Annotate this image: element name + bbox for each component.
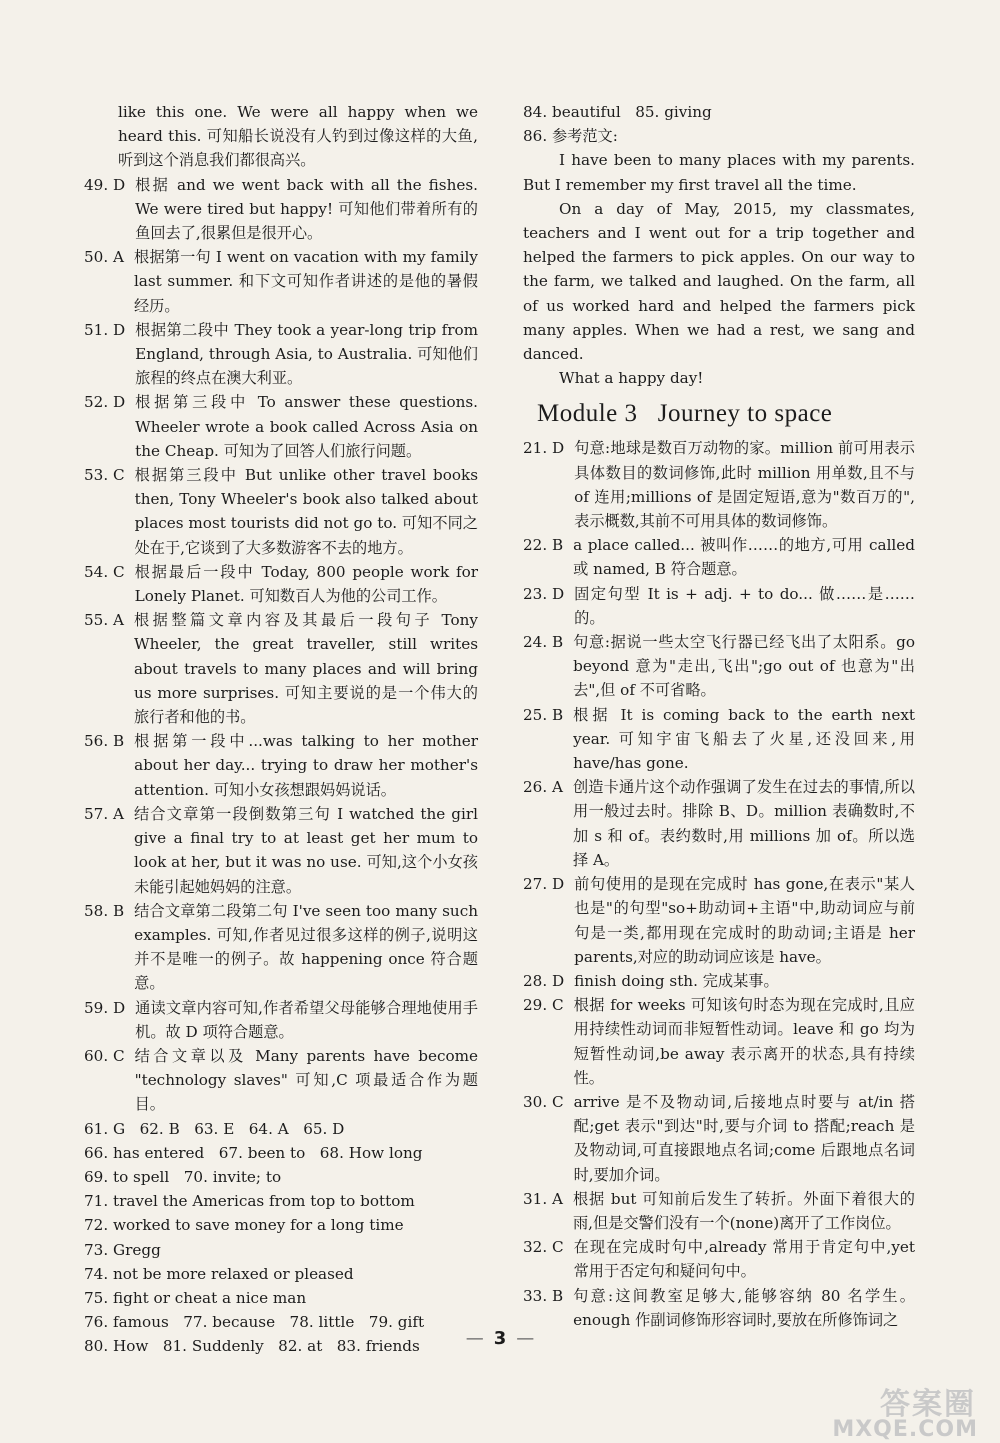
question-number: 24. B [523,633,564,652]
answer-item [523,1187,915,1235]
question-number: 49. D [84,175,126,194]
question-number: 59. D [84,998,126,1017]
answer-explanation: arrive 是不及物动词,后接地点时要与 at/in 搭配;get 表示"到达"时,要与介词 to 搭配;reach 是及物动词,可直接跟地点名词;come 后跟地点名词时,要加介词。 [573,1092,915,1184]
question-number: 21. D [523,439,565,458]
answer-line: 76. famous 77. because 78. little 79. gift [84,1313,425,1332]
question-number: 50. A [84,248,124,267]
answer-item [84,390,478,463]
question-number: 26. A [523,778,563,797]
watermark [792,1385,982,1441]
answer-explanation: 根据 for weeks 可知该句时态为现在完成时,且应用持续性动词而非短暂性动词。leave 和 go 均为短暂性动词,be away 表示离开的状态,具有持续性。 [573,996,915,1087]
answer-line: 84. beautiful 85. giving [523,103,712,121]
essay-paragraph: What a happy day! [559,369,704,388]
answer-line: 75. fight or cheat a nice man [84,1288,307,1307]
question-number: 52. D [84,393,126,412]
page-number-value: 3 [493,1328,507,1349]
question-number: 56. B [84,732,125,751]
answer-item [523,703,915,776]
module-title: Module 3 Journey to space [537,400,833,428]
question-number: 23. D [523,584,565,603]
answer-explanation: 句意:地球是数百万动物的家。million 前可用表示具体数目的数词修饰,此时 million 用单数,且不与 of 连用;millions of 是固定短语,意为"数百万的",表示概数,其前不可用具体的数词修饰。 [574,439,915,531]
answer-explanation: 固定句型 It is + adj. + to do... 做……是……的。 [574,584,915,627]
answer-explanation: a place called... 被叫作……的地方,可用 called 或 named, B 符合题意。 [573,536,915,579]
answer-explanation: 根据最后一段中 Today, 800 people work for Lonely Planet. 可知数百人为他的公司工作。 [134,562,478,606]
answer-explanation: 根据 and we went back with all the fishes. We were tired but happy! 可知他们带着所有的鱼回去了,很累但是很开心。 [135,175,478,243]
answer-explanation: 根据 but 可知前后发生了转折。外面下着很大的雨,但是交警们没有一个(none)离开了工作岗位。 [572,1189,915,1232]
answer-explanation: 结合文章第二段第二句 I've seen too many such examples. 可知,作者见过很多这样的例子,说明这并不是唯一的例子。故 happening once 符合题意。 [134,901,478,993]
answer-line: 71. travel the Americas from top to bottom [84,1192,415,1211]
question-number: 28. D [523,971,565,990]
right-answer-list [523,436,915,1332]
answer-item [84,560,478,608]
answer-explanation: 根据第三段中 But unlike other travel books then, Tony Wheeler's book also talked about places most tourists did not go to. 可知不同之处在于,它谈到了大多数游客不去的地方。 [134,466,478,557]
question-number: 31. A [523,1189,563,1208]
question-number: 33. B [523,1286,564,1305]
answer-item [523,1235,915,1283]
answer-item [523,1090,915,1187]
answer-line: 86. 参考范文: [523,127,618,146]
answer-item [523,582,915,630]
answer-line: 73. Gregg [84,1240,161,1259]
watermark-url: MXQE.COM [832,1417,978,1442]
answer-item [84,245,478,318]
question-number: 51. D [84,320,126,339]
answer-item [523,436,915,533]
answer-item [84,173,478,246]
answer-item [523,1284,915,1332]
answer-explanation: 句意:据说一些太空飞行器已经飞出了太阳系。go beyond 意为"走出,飞出";go out of 也意为"出去",但 of 不可省略。 [573,633,915,700]
answer-explanation: 前句使用的是现在完成时 has gone,在表示"某人也是"的句型"so+助动词+主语"中,助动词应与前句是一类,都用现在完成时的助动词;主语是 her parents,对应的助动词应该是 have。 [574,875,915,966]
answer-item [84,1044,478,1117]
answer-item [84,729,478,802]
answer-item [523,630,915,703]
answer-line: 61. G 62. B 63. E 64. A 65. D [84,1119,345,1138]
continued-explanation: like this one. We were all happy when we heard this. 可知船长说没有人钓到过像这样的大鱼,听到这个消息我们都很高兴。 [118,103,478,170]
answer-line: 72. worked to save money for a long time [84,1216,404,1235]
sample-essay [523,148,915,390]
answer-line: 74. not be more relaxed or pleased [84,1264,354,1283]
question-number: 27. D [523,875,565,894]
question-number: 58. B [84,901,125,920]
answer-item [84,996,478,1044]
answer-explanation: 通读文章内容可知,作者希望父母能够合理地使用手机。故 D 项符合题意。 [135,998,478,1041]
answer-explanation: 根据第一句 I went on vacation with my family last summer. 和下文可知作者讲述的是他的暑假经历。 [133,248,478,315]
answer-item [84,899,478,996]
answer-item [84,802,478,899]
answer-line: 66. has entered 67. been to 68. How long [84,1143,423,1162]
answer-line: 69. to spell 70. invite; to [84,1167,282,1186]
answer-line: 80. How 81. Suddenly 82. at 83. friends [84,1337,420,1356]
question-number: 30. C [523,1092,564,1111]
answer-item [523,969,915,993]
answer-explanation: 结合文章以及 Many parents have become "technology slaves" 可知,C 项最适合作为题目。 [134,1046,478,1114]
answer-explanation: 根据第一段中...was talking to her mother about her day... trying to draw her mother's attention. 可知小女孩想跟妈妈说话。 [134,732,478,799]
essay-paragraph: On a day of May, 2015, my classmates, teachers and I went out for a trip together and helped the farmers to pick apples. On our way to the farm, we talked and laughed. On the farm, all of us worked hard and helped the farmers pick many apples. When we had a rest, we sang and danced. [523,199,915,364]
essay-paragraph: I have been to many places with my parents. But I remember my first travel all the time. [523,151,915,194]
answer-item [84,318,478,391]
answer-item [523,993,915,1090]
answer-item [523,533,915,581]
answer-explanation: 根据整篇文章内容及其最后一段句子 Tony Wheeler, the great traveller, still writes about travels to many places and will bring us more surprises. 可知主要说的是一个伟大的旅行者和他的书。 [133,611,478,727]
question-number: 54. C [84,562,125,581]
question-number: 57. A [84,804,124,823]
question-number: 55. A [84,611,124,630]
answer-explanation: 根据第三段中 To answer these questions. Wheeler wrote a book called Across Asia on the Cheap. 可知为了回答人们旅行问题。 [135,393,478,460]
question-number: 25. B [523,705,564,724]
answer-explanation: 根据 It is coming back to the earth next year. 可知宇宙飞船去了火星,还没回来,用 have/has gone. [573,705,915,773]
answer-explanation: 结合文章第一段倒数第三句 I watched the girl give a final try to at least get her mum to look at her, but it was no use. 可知,这个小女孩未能引起她妈妈的注意。 [133,804,478,896]
answer-item [84,608,478,729]
right-top-list [523,100,915,148]
page-number: — 3 — [465,1328,535,1349]
question-number: 53. C [84,466,125,485]
right-column [523,100,915,1332]
answer-explanation: 根据第二段中 They took a year-long trip from England, through Asia, to Australia. 可知他们旅程的终点在澳大利亚。 [135,320,478,388]
question-number: 60. C [84,1046,125,1065]
left-column [84,100,478,1359]
question-number: 29. C [523,996,564,1015]
answer-explanation: 创造卡通片这个动作强调了发生在过去的事情,所以用一般过去时。排除 B、D。million 表确数时,不加 s 和 of。表约数时,用 millions 加 of。所以选择 A。 [572,778,915,869]
answer-explanation: 在现在完成时句中,already 常用于肯定句中,yet 常用于否定句和疑问句中。 [573,1238,915,1281]
answer-item [84,463,478,560]
question-number: 22. B [523,536,564,555]
answer-explanation: finish doing sth. 完成某事。 [574,971,779,990]
answer-explanation: 句意:这间教室足够大,能够容纳 80 名学生。enough 作副词修饰形容词时,要放在所修饰词之 [573,1286,915,1329]
question-number: 32. C [523,1238,564,1257]
watermark-logo: 答案圈 [880,1387,976,1422]
answer-item [523,872,915,969]
answer-item [523,775,915,872]
